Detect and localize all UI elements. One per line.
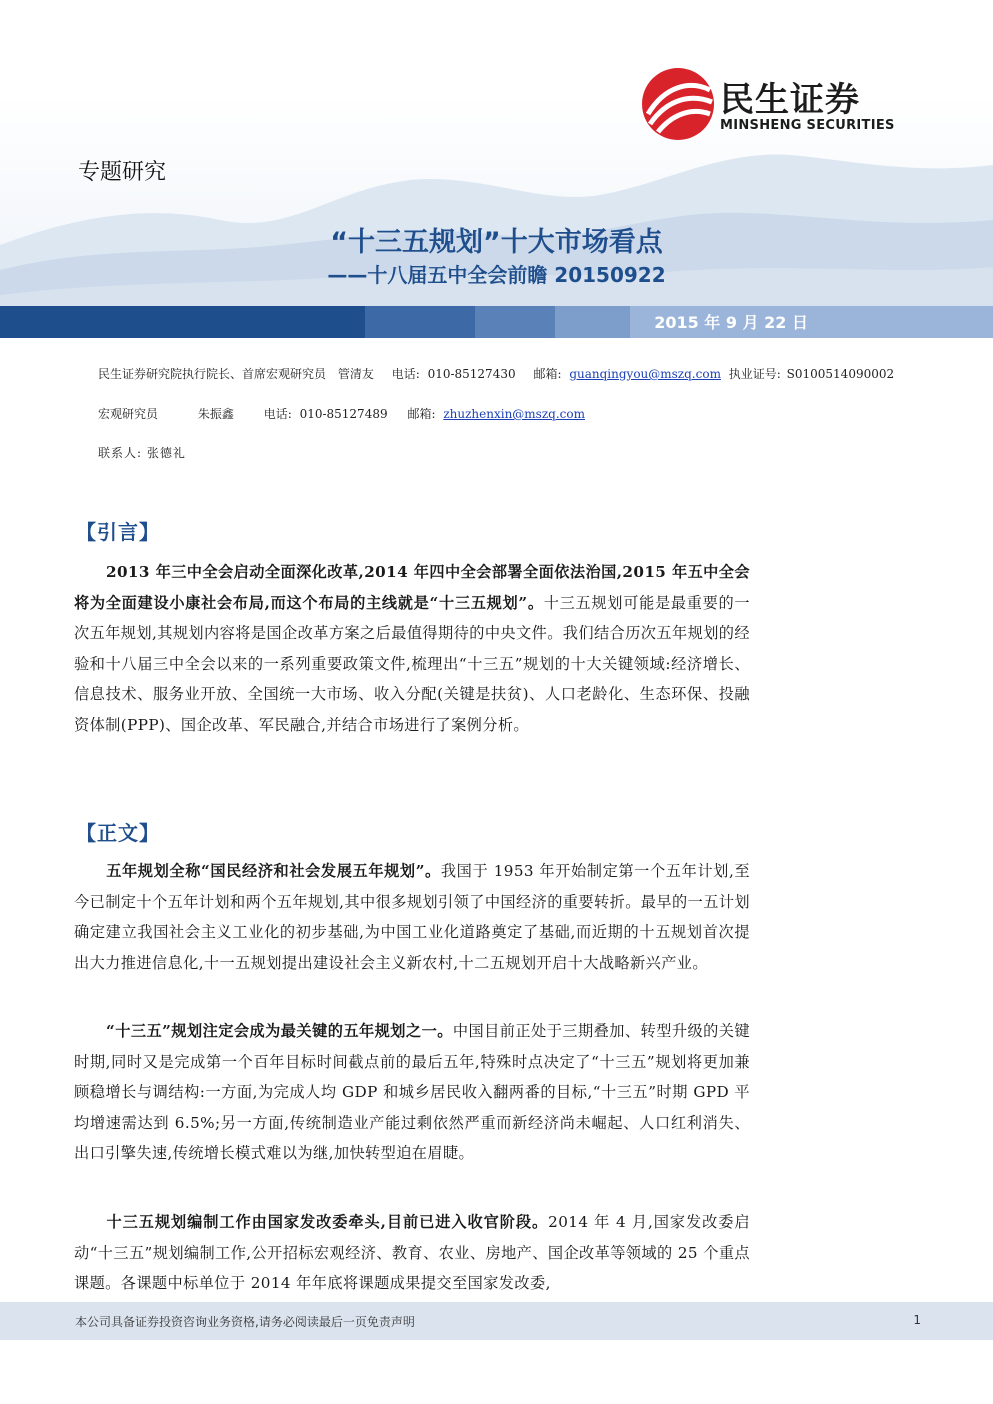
- author-phone: 010-85127430: [427, 367, 516, 381]
- intro-lead-sentence: 2013 年三中全会启动全面深化改革,2014 年四中全会部署全面依法治国,2015 年五中全会将为全面建设小康社会布局,而这个布局的主线就是“十三五规划”。: [74, 563, 750, 612]
- author-row-2: [98, 405, 585, 422]
- header-date-band: [0, 306, 993, 338]
- email-label: 邮箱:: [407, 407, 436, 421]
- phone-label: 电话:: [263, 407, 292, 421]
- author-email-link[interactable]: zhuzhenxin@mszq.com: [443, 407, 585, 421]
- report-subtitle: ——十八届五中全会前瞻 20150922: [327, 263, 666, 287]
- brand-name-cn: 民生证券: [720, 80, 860, 120]
- contact-person: 联系人: 张德礼: [98, 446, 186, 460]
- author-email-link[interactable]: guanqingyou@mszq.com: [569, 367, 721, 381]
- footer-disclaimer: 本公司具备证券投资咨询业务资格,请务必阅读最后一页免责声明: [75, 1315, 415, 1329]
- intro-body-text: 十三五规划可能是最重要的一次五年规划,其规划内容将是国企改革方案之后最值得期待的中央文件。我们结合历次五年规划的经验和十八届三中全会以来的一系列重要政策文件,梳理出“十三五”规划的十大关键领域:经济增长、信息技术、服务业开放、全国统一大市场、收入分配(关键是扶贫)、人口老龄化、生态环保、投融资体制(PPP)、国企改革、军民融合,并结合市场进行了案例分析。: [74, 593, 750, 734]
- section-heading-intro: 【引言】: [76, 520, 160, 544]
- author-role: 民生证券研究院执行院长、首席宏观研究员: [98, 367, 327, 381]
- author-name: 管清友: [337, 367, 374, 381]
- author-row-1: [98, 365, 894, 382]
- section-heading-body: 【正文】: [76, 821, 160, 845]
- author-license: S0100514090002: [786, 367, 895, 381]
- paragraph-body-text: 2014 年 4 月,国家发改委启动“十三五”规划编制工作,公开招标宏观经济、教育、农业、房地产、国企改革等领域的 25 个重点课题。各课题中标单位于 2014 年年底将课题成果提交至国家发改委,: [74, 1213, 750, 1292]
- body-paragraph-3: [74, 1207, 750, 1299]
- report-title: “十三五规划”十大市场看点: [330, 227, 663, 258]
- paragraph-body-text: 我国于 1953 年开始制定第一个五年计划,至今已制定十个五年计划和两个五年规划,其中很多规划引领了中国经济的重要转折。最早的一五计划确定建立我国社会主义工业化的初步基础,为中国工业化道路奠定了基础,而近期的十五规划首次提出大力推进信息化,十一五规划提出建设社会主义新农村,十二五规划开启十大战略新兴产业。: [74, 862, 750, 972]
- paragraph-body-text: 中国目前正处于三期叠加、转型升级的关键时期,同时又是完成第一个百年目标时间截点前的最后五年,特殊时点决定了“十三五”规划将更加兼顾稳增长与调结构:一方面,为完成人均 GDP 和城乡居民收入翻两番的目标,“十三五”时期 GPD 平均增速需达到 6.5%;另一方面,传统制造业产能过剩依然严重而新经济尚未崛起、人口红利消失、出口引擎失速,传统增长模式难以为继,加快转型迫在眉睫。: [74, 1022, 750, 1162]
- report-date: 2015 年 9 月 22 日: [654, 313, 808, 332]
- phone-label: 电话:: [391, 367, 420, 381]
- license-label: 执业证号:: [728, 367, 781, 381]
- paragraph-lead-sentence: “十三五”规划注定会成为最关键的五年规划之一。: [106, 1022, 453, 1040]
- body-paragraph-1: [74, 856, 750, 978]
- paragraph-lead-sentence: 五年规划全称“国民经济和社会发展五年规划”。: [106, 862, 441, 880]
- brand-name-en: MINSHENG SECURITIES: [720, 118, 895, 133]
- minsheng-logo: [640, 66, 930, 146]
- author-role: 宏观研究员: [98, 407, 159, 421]
- author-phone: 010-85127489: [299, 407, 388, 421]
- body-paragraph-2: [74, 1016, 750, 1169]
- minsheng-emblem-icon: [640, 66, 716, 142]
- email-label: 邮箱:: [533, 367, 562, 381]
- page-number: 1: [913, 1313, 921, 1327]
- paragraph-lead-sentence: 十三五规划编制工作由国家发改委牵头,目前已进入收官阶段。: [106, 1213, 549, 1231]
- intro-paragraph: [74, 557, 750, 740]
- author-name: 朱振鑫: [197, 407, 234, 421]
- document-type: 专题研究: [78, 160, 167, 185]
